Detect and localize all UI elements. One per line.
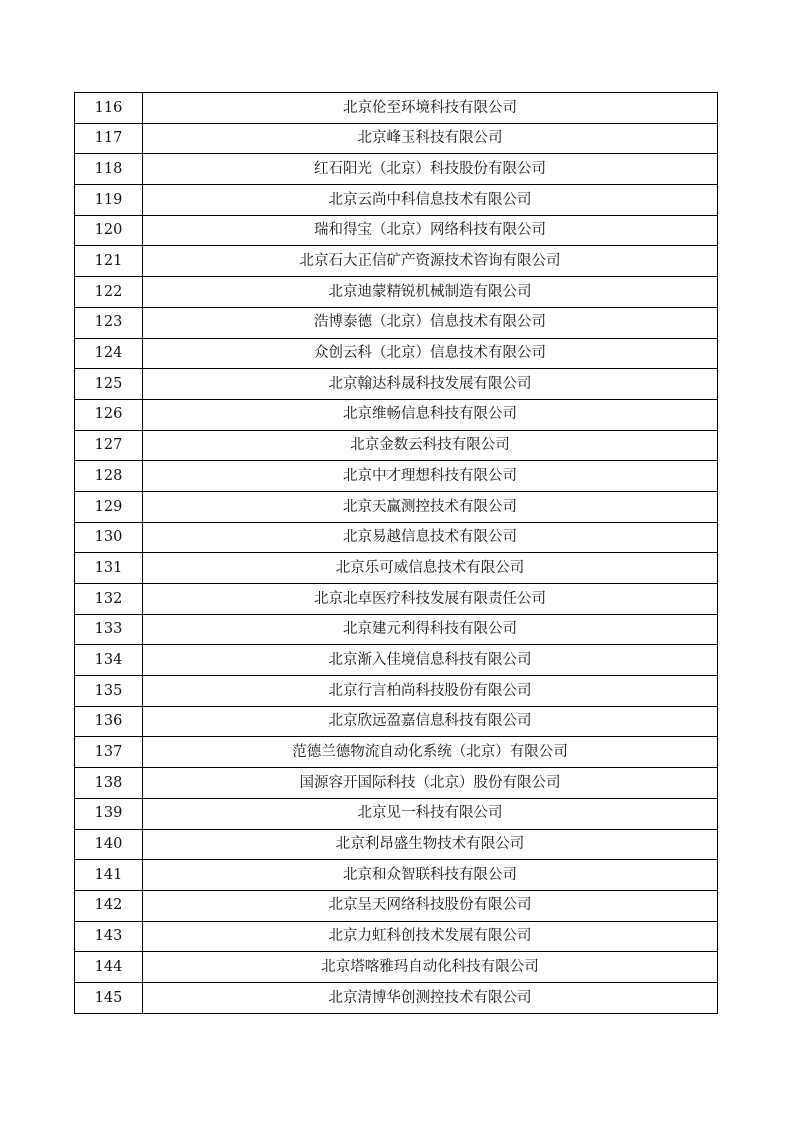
row-number-cell: 117 (75, 123, 143, 154)
table-row (75, 430, 718, 461)
table-row (75, 860, 718, 891)
row-number-cell: 128 (75, 461, 143, 492)
table-row (75, 338, 718, 369)
table-row (75, 93, 718, 124)
company-name-cell: 北京维畅信息科技有限公司 (143, 399, 718, 430)
row-number-cell: 118 (75, 154, 143, 185)
row-number-cell: 144 (75, 952, 143, 983)
company-name-cell: 北京欣远盈嘉信息科技有限公司 (143, 706, 718, 737)
row-number-cell: 123 (75, 307, 143, 338)
company-name-cell: 国源容开国际科技（北京）股份有限公司 (143, 768, 718, 799)
row-number-cell: 132 (75, 584, 143, 615)
company-name-cell: 北京建元利得科技有限公司 (143, 614, 718, 645)
table-row (75, 890, 718, 921)
row-number-cell: 143 (75, 921, 143, 952)
row-number-cell: 140 (75, 829, 143, 860)
row-number-cell: 130 (75, 522, 143, 553)
table-row (75, 982, 718, 1013)
company-name-cell: 北京渐入佳境信息科技有限公司 (143, 645, 718, 676)
table-row (75, 215, 718, 246)
row-number-cell: 131 (75, 553, 143, 584)
company-name-cell: 范德兰德物流自动化系统（北京）有限公司 (143, 737, 718, 768)
table-row (75, 185, 718, 216)
table-row (75, 307, 718, 338)
company-name-cell: 北京伦至环境科技有限公司 (143, 93, 718, 124)
table-row (75, 277, 718, 308)
company-name-cell: 北京北卓医疗科技发展有限责任公司 (143, 584, 718, 615)
row-number-cell: 129 (75, 491, 143, 522)
table-row (75, 369, 718, 400)
company-name-cell: 北京易越信息技术有限公司 (143, 522, 718, 553)
row-number-cell: 124 (75, 338, 143, 369)
table-row (75, 645, 718, 676)
row-number-cell: 134 (75, 645, 143, 676)
row-number-cell: 139 (75, 798, 143, 829)
company-name-cell: 北京翰达科晟科技发展有限公司 (143, 369, 718, 400)
table-body (75, 93, 718, 1014)
company-name-cell: 北京峰玉科技有限公司 (143, 123, 718, 154)
company-name-cell: 红石阳光（北京）科技股份有限公司 (143, 154, 718, 185)
table-row (75, 154, 718, 185)
row-number-cell: 142 (75, 890, 143, 921)
company-name-cell: 北京和众智联科技有限公司 (143, 860, 718, 891)
company-name-cell: 北京金数云科技有限公司 (143, 430, 718, 461)
table-row (75, 952, 718, 983)
row-number-cell: 125 (75, 369, 143, 400)
row-number-cell: 138 (75, 768, 143, 799)
table-row (75, 706, 718, 737)
row-number-cell: 121 (75, 246, 143, 277)
company-name-cell: 北京力虹科创技术发展有限公司 (143, 921, 718, 952)
row-number-cell: 133 (75, 614, 143, 645)
row-number-cell: 145 (75, 982, 143, 1013)
row-number-cell: 135 (75, 676, 143, 707)
table-row (75, 584, 718, 615)
table-row (75, 768, 718, 799)
table-row (75, 461, 718, 492)
row-number-cell: 126 (75, 399, 143, 430)
table-row (75, 246, 718, 277)
company-name-cell: 北京清博华创测控技术有限公司 (143, 982, 718, 1013)
company-name-cell: 北京石大正信矿产资源技术咨询有限公司 (143, 246, 718, 277)
company-name-cell: 北京云尚中科信息技术有限公司 (143, 185, 718, 216)
table-row (75, 553, 718, 584)
table-row (75, 921, 718, 952)
table-row (75, 123, 718, 154)
table-row (75, 829, 718, 860)
company-name-cell: 北京迪蒙精锐机械制造有限公司 (143, 277, 718, 308)
row-number-cell: 136 (75, 706, 143, 737)
row-number-cell: 119 (75, 185, 143, 216)
row-number-cell: 141 (75, 860, 143, 891)
row-number-cell: 122 (75, 277, 143, 308)
company-name-cell: 北京乐可威信息技术有限公司 (143, 553, 718, 584)
row-number-cell: 137 (75, 737, 143, 768)
company-name-cell: 瑞和得宝（北京）网络科技有限公司 (143, 215, 718, 246)
row-number-cell: 127 (75, 430, 143, 461)
company-name-cell: 北京塔喀雅玛自动化科技有限公司 (143, 952, 718, 983)
table-row (75, 399, 718, 430)
row-number-cell: 120 (75, 215, 143, 246)
company-name-cell: 北京行言柏尚科技股份有限公司 (143, 676, 718, 707)
company-name-cell: 北京中才理想科技有限公司 (143, 461, 718, 492)
table-row (75, 798, 718, 829)
table-row (75, 676, 718, 707)
row-number-cell: 116 (75, 93, 143, 124)
company-name-cell: 北京天赢测控技术有限公司 (143, 491, 718, 522)
table-row (75, 491, 718, 522)
table-row (75, 737, 718, 768)
table-row (75, 614, 718, 645)
company-name-cell: 北京利昂盛生物技术有限公司 (143, 829, 718, 860)
company-name-cell: 北京见一科技有限公司 (143, 798, 718, 829)
company-name-cell: 北京呈天网络科技股份有限公司 (143, 890, 718, 921)
company-list-table (74, 92, 718, 1014)
company-name-cell: 浩博泰德（北京）信息技术有限公司 (143, 307, 718, 338)
company-name-cell: 众创云科（北京）信息技术有限公司 (143, 338, 718, 369)
table-row (75, 522, 718, 553)
